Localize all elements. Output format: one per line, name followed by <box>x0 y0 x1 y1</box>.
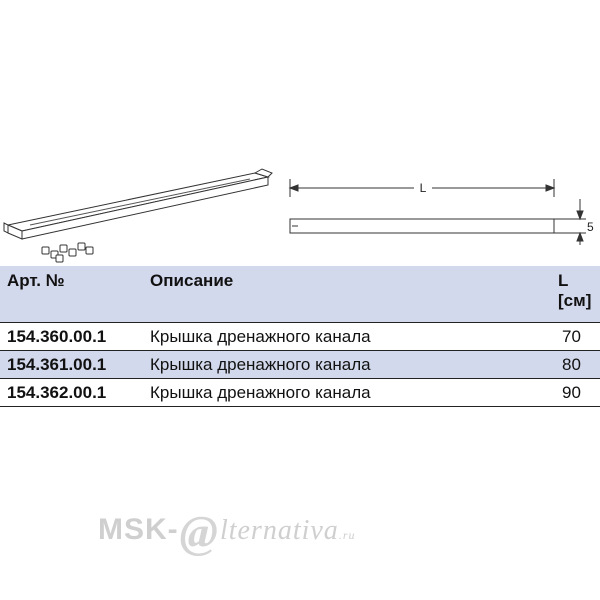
description-cell: Крышка дренажного канала <box>150 383 371 402</box>
drain-cover-drawing <box>0 165 280 270</box>
description-cell: Крышка дренажного канала <box>150 327 371 346</box>
header-length <box>558 271 591 311</box>
cover-side-face <box>22 177 268 239</box>
header-description: Описание <box>150 271 234 290</box>
article-number: 154.361.00.1 <box>7 355 107 374</box>
watermark-at-symbol: @ <box>179 506 219 557</box>
watermark-prefix: MSK- <box>98 513 179 546</box>
description-cell: Крышка дренажного канала <box>150 355 371 374</box>
clips-group <box>42 243 93 262</box>
header-length-unit: [см] <box>558 291 592 310</box>
article-number: 154.362.00.1 <box>7 383 107 402</box>
height-dimension-label: 5 <box>587 220 594 234</box>
header-length-symbol: L <box>558 271 569 290</box>
table-row <box>0 323 600 351</box>
length-cell: 70 <box>562 327 581 346</box>
header-article: Арт. № <box>7 271 65 290</box>
watermark-name: lternativa <box>219 515 339 546</box>
length-cell: 80 <box>562 355 581 374</box>
length-cell: 90 <box>562 383 581 402</box>
watermark-domain: .ru <box>338 528 356 542</box>
table-row <box>0 351 600 379</box>
article-number: 154.360.00.1 <box>7 327 107 346</box>
product-illustration <box>0 165 280 270</box>
dimension-drawing <box>280 165 600 245</box>
length-dimension-label: L <box>419 181 427 195</box>
table-row <box>0 379 600 407</box>
watermark-logo <box>98 505 358 555</box>
table-header-row <box>0 266 600 323</box>
product-table <box>0 266 600 407</box>
